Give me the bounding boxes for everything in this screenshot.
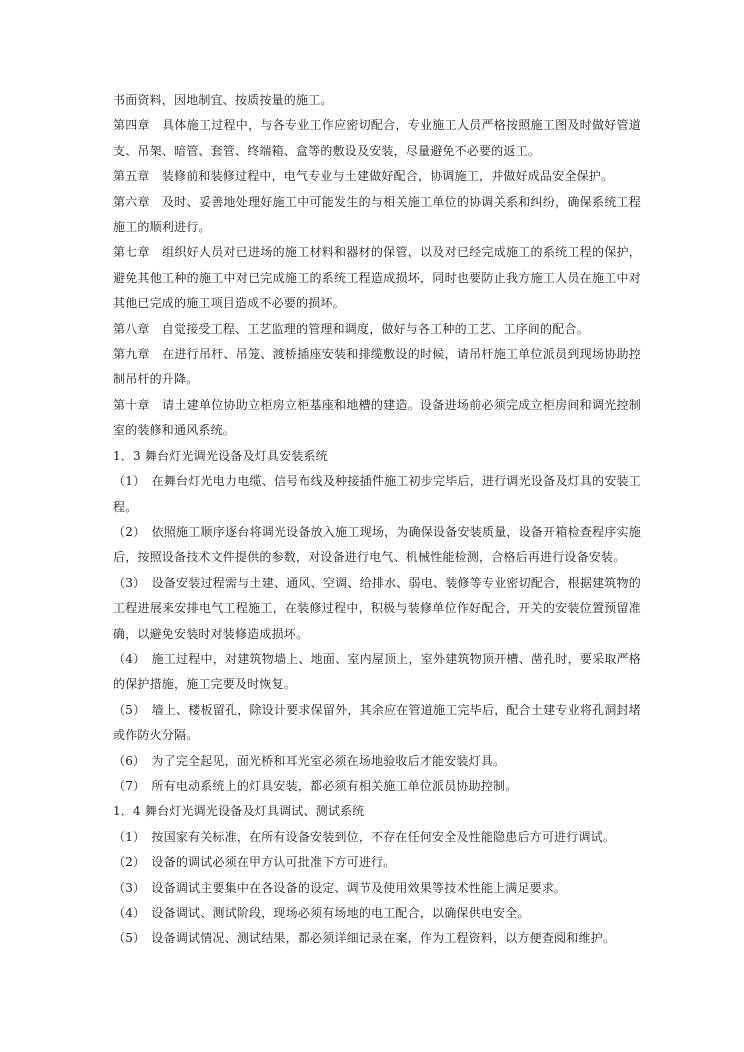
paragraph: （4） 施工过程中，对建筑物墙上、地面、室内屋顶上，室外建筑物顶开槽、凿孔时，要采取严格的保护措施，施工完要及时恢复。 [113, 651, 641, 692]
paragraph: （3） 设备调试主要集中在各设备的设定、调节及使用效果等技术性能上满足要求。 [113, 880, 567, 895]
paragraph: 第十章 请土建单位协助立柜房立柜基座和地槽的建造。设备进场前必须完成立柜房间和调光控制室的装修和通风系统。 [113, 397, 641, 438]
section-heading: 1．4 舞台灯光调光设备及灯具调试、测试系统 [113, 804, 365, 819]
paragraph: （5） 墙上、楼板留孔，除设计要求保留外，其余应在管道施工完毕后，配合土建专业将孔洞封堵或作防火分隔。 [113, 702, 641, 743]
paragraph: 第四章 具体施工过程中，与各专业工作应密切配合，专业施工人员严格按照施工图及时做好管道支、吊架、暗管、套管、终端箱、盒等的敷设及安装，尽量避免不必要的返工。 [113, 118, 641, 158]
paragraph: （7） 所有电动系统上的灯具安装，都必须有相关施工单位派员协助控制。 [113, 778, 518, 793]
paragraph: 书面资料，因地制宜、按质按量的施工。 [113, 93, 333, 107]
paragraph: 第九章 在进行吊杆、吊笼、渡桥插座安装和排缆敷设的时候，请吊杆施工单位派员到现场协助控制吊杆的升降。 [113, 347, 641, 387]
paragraph: （2） 依照施工顺序逐台将调光设备放入施工现场，为确保设备安装质量，设备开箱检查程序实施后，按照设备技术文件提供的参数，对设备进行电气、机械性能检测，合格后再进行设备安装。 [113, 524, 641, 565]
paragraph: （3） 设备安装过程需与土建、通风、空调、给排水、弱电、装修等专业密切配合，根据建筑物的工程进展来安排电气工程施工，在装修过程中，积极与装修单位作好配合，开关的安装位置预留准确，以避免安装时对装修造成损坏。 [113, 575, 641, 641]
paragraph: （1） 在舞台灯光电力电缆、信号布线及种接插件施工初步完毕后，进行调光设备及灯具的安装工程。 [113, 474, 641, 514]
paragraph: （4） 设备调试、测试阶段，现场必须有场地的电工配合，以确保供电安全。 [113, 906, 530, 920]
paragraph: 第八章 自觉接受工程、工艺监理的管理和调度，做好与各工种的工艺、工序间的配合。 [113, 321, 589, 336]
document-body [113, 88, 641, 952]
paragraph: 第七章 组织好人员对已进场的施工材料和器材的保管，以及对已经完成施工的系统工程的保护，避免其他工种的施工中对已完成施工的系统工程造成损坏，同时也要防止我方施工人员在施工中对其他已完成的施工项目造成不必要的损坏。 [113, 245, 641, 311]
paragraph: 第六章 及时、妥善地处理好施工中可能发生的与相关施工单位的协调关系和纠纷，确保系统工程施工的顺利进行。 [113, 194, 641, 235]
section-heading: 1．3 舞台灯光调光设备及灯具安装系统 [113, 448, 328, 463]
paragraph: （5） 设备调试情况、测试结果，都必须详细记录在案，作为工程资料，以方便查阅和维护。 [113, 931, 616, 946]
paragraph: 第五章 装修前和装修过程中，电气专业与土建做好配合，协调施工，并做好成品安全保护。 [113, 169, 614, 184]
paragraph: （6） 为了完全起见，面光桥和耳光室必须在场地验收后才能安装灯具。 [113, 753, 506, 768]
paragraph: （1） 按国家有关标准，在所有设备安装到位，不存在任何安全及性能隐患后方可进行调试。 [113, 829, 616, 844]
paragraph: （2） 设备的调试必须在甲方认可批准下方可进行。 [113, 855, 396, 870]
